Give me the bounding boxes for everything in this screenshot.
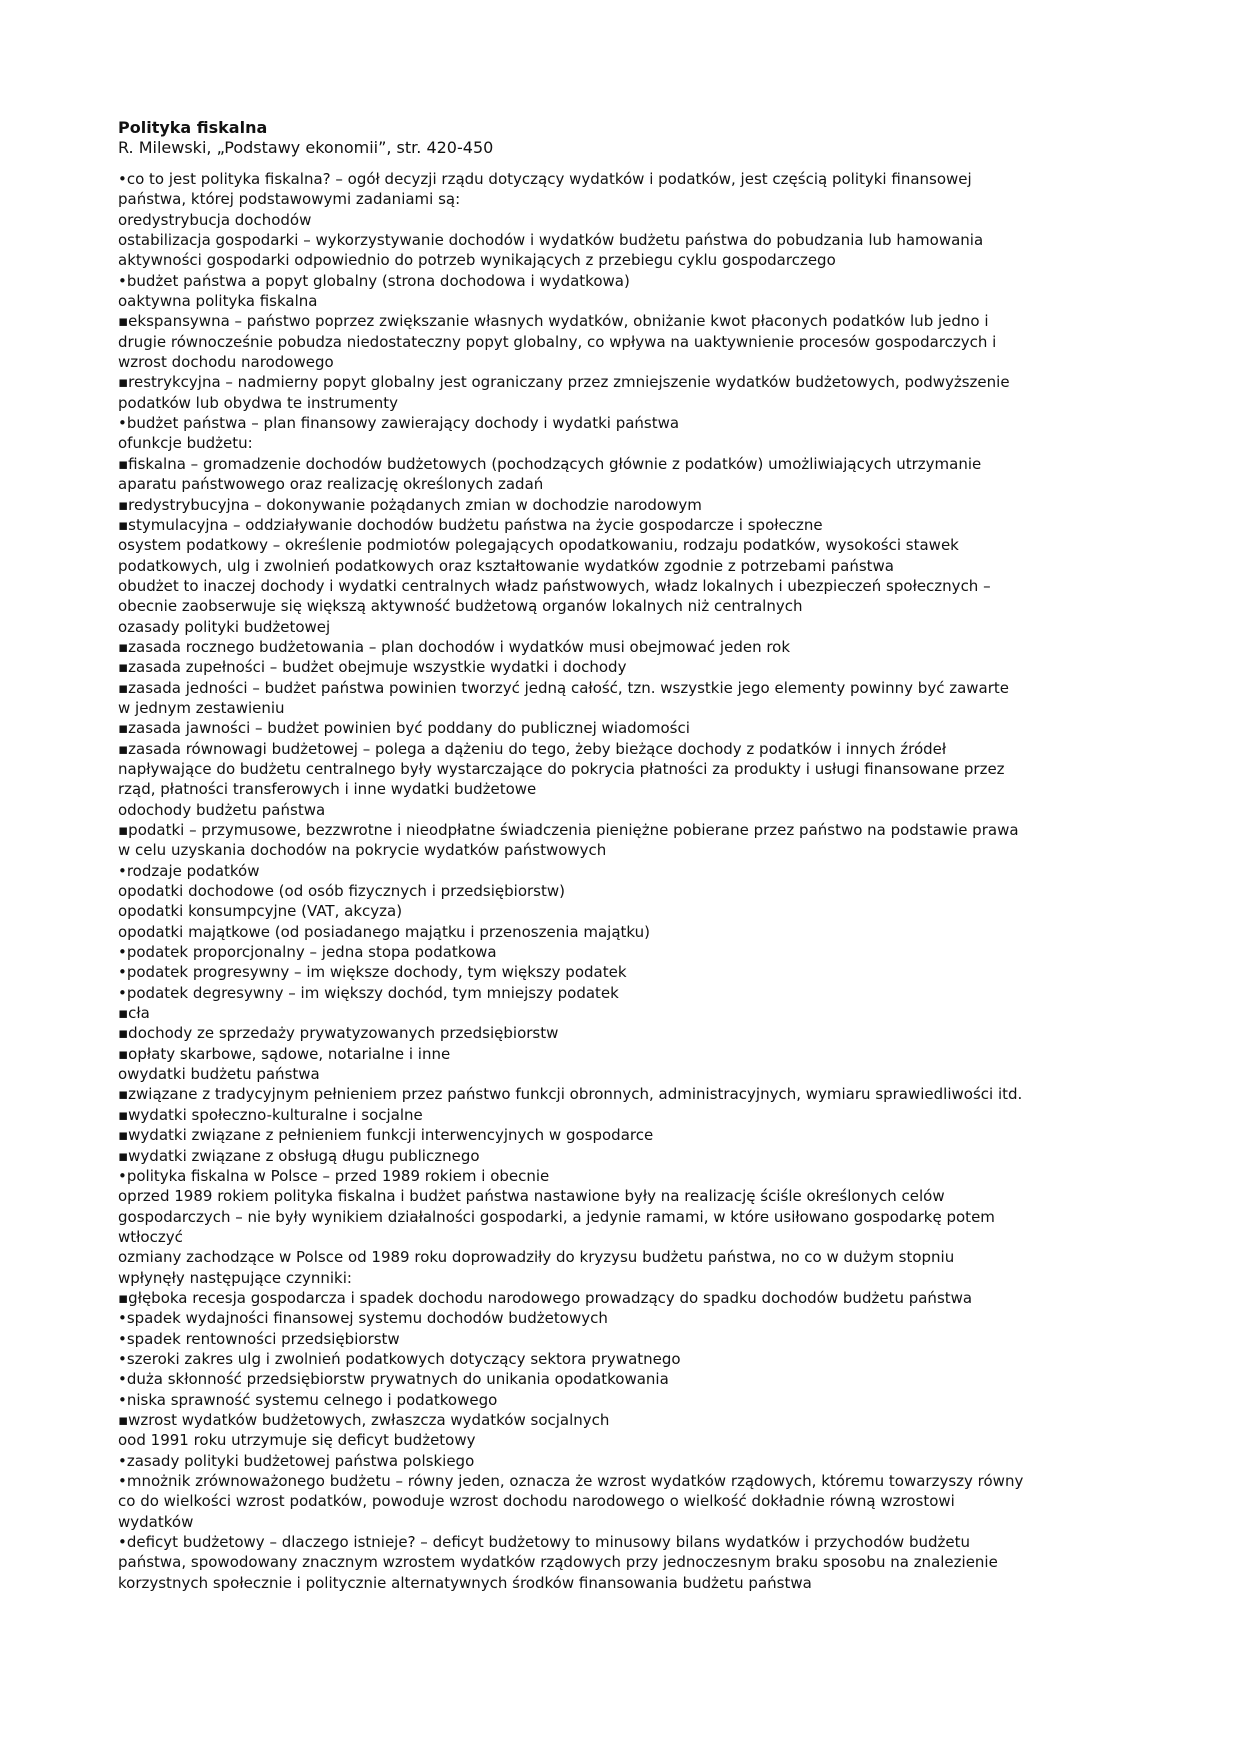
document-body [118,169,1128,1593]
text-line: ostabilizacja gospodarki – wykorzystywanie dochodów i wydatków budżetu państwa do pobudzania lub hamowania [118,231,984,250]
text-line: •podatek proporcjonalny – jedna stopa podatkowa [118,943,497,962]
text-line: podatkowych, ulg i zwolnień podatkowych oraz kształtowanie wydatków zgodnie z potrzebami państwa [118,556,894,575]
document-page [118,118,1128,1593]
text-line: ▪ekspansywna – państwo poprzez zwiększanie własnych wydatków, obniżanie kwot płaconych podatków lub jedno i [118,312,989,331]
text-line: •podatek progresywny – im większe dochody, tym większy podatek [118,963,627,982]
text-line: ▪zasada jedności – budżet państwa powinien tworzyć jedną całość, tzn. wszystkie jego elementy powinny być zawarte [118,678,1010,697]
text-line: •budżet państwa – plan finansowy zawierający dochody i wydatki państwa [118,414,680,433]
text-line: ▪zasada równowagi budżetowej – polega a dążeniu do tego, żeby bieżące dochody z podatków i innych źródeł [118,739,947,758]
text-line: aktywności gospodarki odpowiednio do potrzeb wynikających z przebiegu cyklu gospodarczego [118,251,836,270]
text-line: wzrost dochodu narodowego [118,353,334,372]
text-line: •co to jest polityka fiskalna? – ogół decyzji rządu dotyczący wydatków i podatków, jest częścią polityki finansowej [118,170,972,188]
text-line: •szeroki zakres ulg i zwolnień podatkowych dotyczący sektora prywatnego [118,1349,681,1368]
text-line: wydatków [118,1512,194,1531]
text-line: •podatek degresywny – im większy dochód, tym mniejszy podatek [118,983,619,1002]
text-line: •spadek rentowności przedsiębiorstw [118,1329,400,1348]
text-line: •niska sprawność systemu celnego i podatkowego [118,1390,498,1409]
text-line: ▪związane z tradycyjnym pełnieniem przez państwo funkcji obronnych, administracyjnych, wymiaru sprawiedliwości itd. [118,1085,1023,1104]
text-line: ▪redystrybucyjna – dokonywanie pożądanych zmian w dochodzie narodowym [118,495,702,514]
document-title: Polityka fiskalna [118,118,268,137]
text-line: opodatki dochodowe (od osób fizycznych i przedsiębiorstw) [118,882,565,901]
text-line: drugie równocześnie pobudza niedostateczny popyt globalny, co wpływa na uaktywnienie procesów gospodarczych i [118,332,997,351]
text-line: ood 1991 roku utrzymuje się deficyt budżetowy [118,1431,476,1450]
text-line: •deficyt budżetowy – dlaczego istnieje? – deficyt budżetowy to minusowy bilans wydatków i przychodów budżetu [118,1533,971,1552]
text-line: gospodarczych – nie były wynikiem działalności gospodarki, a jedynie ramami, w które usiłowano gospodarkę potem [118,1207,995,1226]
text-line: odochody budżetu państwa [118,800,326,819]
text-line: •duża skłonność przedsiębiorstw prywatnych do unikania opodatkowania [118,1370,669,1389]
text-line: wpłynęły następujące czynniki: [118,1268,352,1287]
text-line: •mnożnik zrównoważonego budżetu – równy jeden, oznacza że wzrost wydatków rządowych, któremu towarzyszy równy [118,1472,1024,1490]
text-line: oaktywna polityka fiskalna [118,292,318,311]
text-line: w celu uzyskania dochodów na pokrycie wydatków państwowych [118,841,607,860]
text-line: wtłoczyć [118,1227,183,1246]
text-line: ozmiany zachodzące w Polsce od 1989 roku doprowadziły do kryzysu budżetu państwa, no co w dużym stopniu [118,1248,955,1267]
text-line: ▪stymulacyjna – oddziaływanie dochodów budżetu państwa na życie gospodarcze i społeczne [118,515,823,534]
text-line: ▪zasada jawności – budżet powinien być poddany do publicznej wiadomości [118,719,690,738]
text-line: •spadek wydajności finansowej systemu dochodów budżetowych [118,1309,608,1328]
text-line: ▪wzrost wydatków budżetowych, zwłaszcza wydatków socjalnych [118,1410,610,1429]
text-line: ozasady polityki budżetowej [118,617,331,636]
text-line: obudżet to inaczej dochody i wydatki centralnych władz państwowych, władz lokalnych i ubezpieczeń społecznych – [118,576,991,595]
text-line: •rodzaje podatków [118,861,260,880]
text-line: ▪wydatki związane z pełnieniem funkcji interwencyjnych w gospodarce [118,1126,654,1145]
text-line: państwa, której podstawowymi zadaniami są: [118,190,461,209]
text-line: w jednym zestawieniu [118,698,285,717]
text-line: ▪wydatki społeczno-kulturalne i socjalne [118,1105,423,1124]
text-line: •budżet państwa a popyt globalny (strona dochodowa i wydatkowa) [118,271,630,290]
text-line: ▪opłaty skarbowe, sądowe, notarialne i inne [118,1044,451,1063]
text-line: aparatu państwowego oraz realizację określonych zadań [118,475,544,494]
text-line: oprzed 1989 rokiem polityka fiskalna i budżet państwa nastawione były na realizację ściśle określonych celów [118,1187,945,1206]
text-line: korzystnych społecznie i politycznie alternatywnych środków finansowania budżetu państwa [118,1573,812,1592]
text-line: ▪zasada rocznego budżetowania – plan dochodów i wydatków musi obejmować jeden rok [118,637,791,656]
text-line: ▪dochody ze sprzedaży prywatyzowanych przedsiębiorstw [118,1024,559,1043]
text-line: ▪głęboka recesja gospodarcza i spadek dochodu narodowego prowadzący do spadku dochodów budżetu państwa [118,1288,973,1307]
text-line: owydatki budżetu państwa [118,1065,320,1084]
text-line: napływające do budżetu centralnego były wystarczające do pokrycia płatności za produkty i usługi finansowane przez [118,759,1005,778]
text-line: państwa, spowodowany znacznym wzrostem wydatków rządowych przy jednoczesnym braku sposobu na znalezienie [118,1553,998,1572]
text-line: ▪cła [118,1004,150,1023]
document-subtitle: R. Milewski, „Podstawy ekonomii”, str. 420-450 [118,138,494,157]
text-line: ▪zasada zupełności – budżet obejmuje wszystkie wydatki i dochody [118,658,627,677]
text-line: co do wielkości wzrost podatków, powoduje wzrost dochodu narodowego o wielkość dokładnie równą wzrostowi [118,1492,955,1511]
text-line: osystem podatkowy – określenie podmiotów polegających opodatkowaniu, rodzaju podatków, wysokości stawek [118,536,959,555]
text-line: ▪podatki – przymusowe, bezzwrotne i nieodpłatne świadczenia pieniężne pobierane przez państwo na podstawie prawa [118,821,1019,839]
text-line: opodatki majątkowe (od posiadanego majątku i przenoszenia majątku) [118,922,650,941]
text-line: podatków lub obydwa te instrumenty [118,393,398,412]
text-line: ▪restrykcyjna – nadmierny popyt globalny jest ograniczany przez zmniejszenie wydatków budżetowych, podwyższenie [118,373,1010,392]
text-line: rząd, płatności transferowych i inne wydatki budżetowe [118,780,537,799]
text-line: •zasady polityki budżetowej państwa polskiego [118,1451,475,1470]
text-line: ▪fiskalna – gromadzenie dochodów budżetowych (pochodzących głównie z podatków) umożliwiających utrzymanie [118,454,982,473]
text-line: •polityka fiskalna w Polsce – przed 1989 rokiem i obecnie [118,1166,550,1185]
text-line: obecnie zaobserwuje się większą aktywność budżetową organów lokalnych niż centralnych [118,597,803,616]
text-line: oredystrybucja dochodów [118,210,312,229]
text-line: opodatki konsumpcyjne (VAT, akcyza) [118,902,403,921]
text-line: ofunkcje budżetu: [118,434,253,453]
text-line: ▪wydatki związane z obsługą długu publicznego [118,1146,480,1165]
